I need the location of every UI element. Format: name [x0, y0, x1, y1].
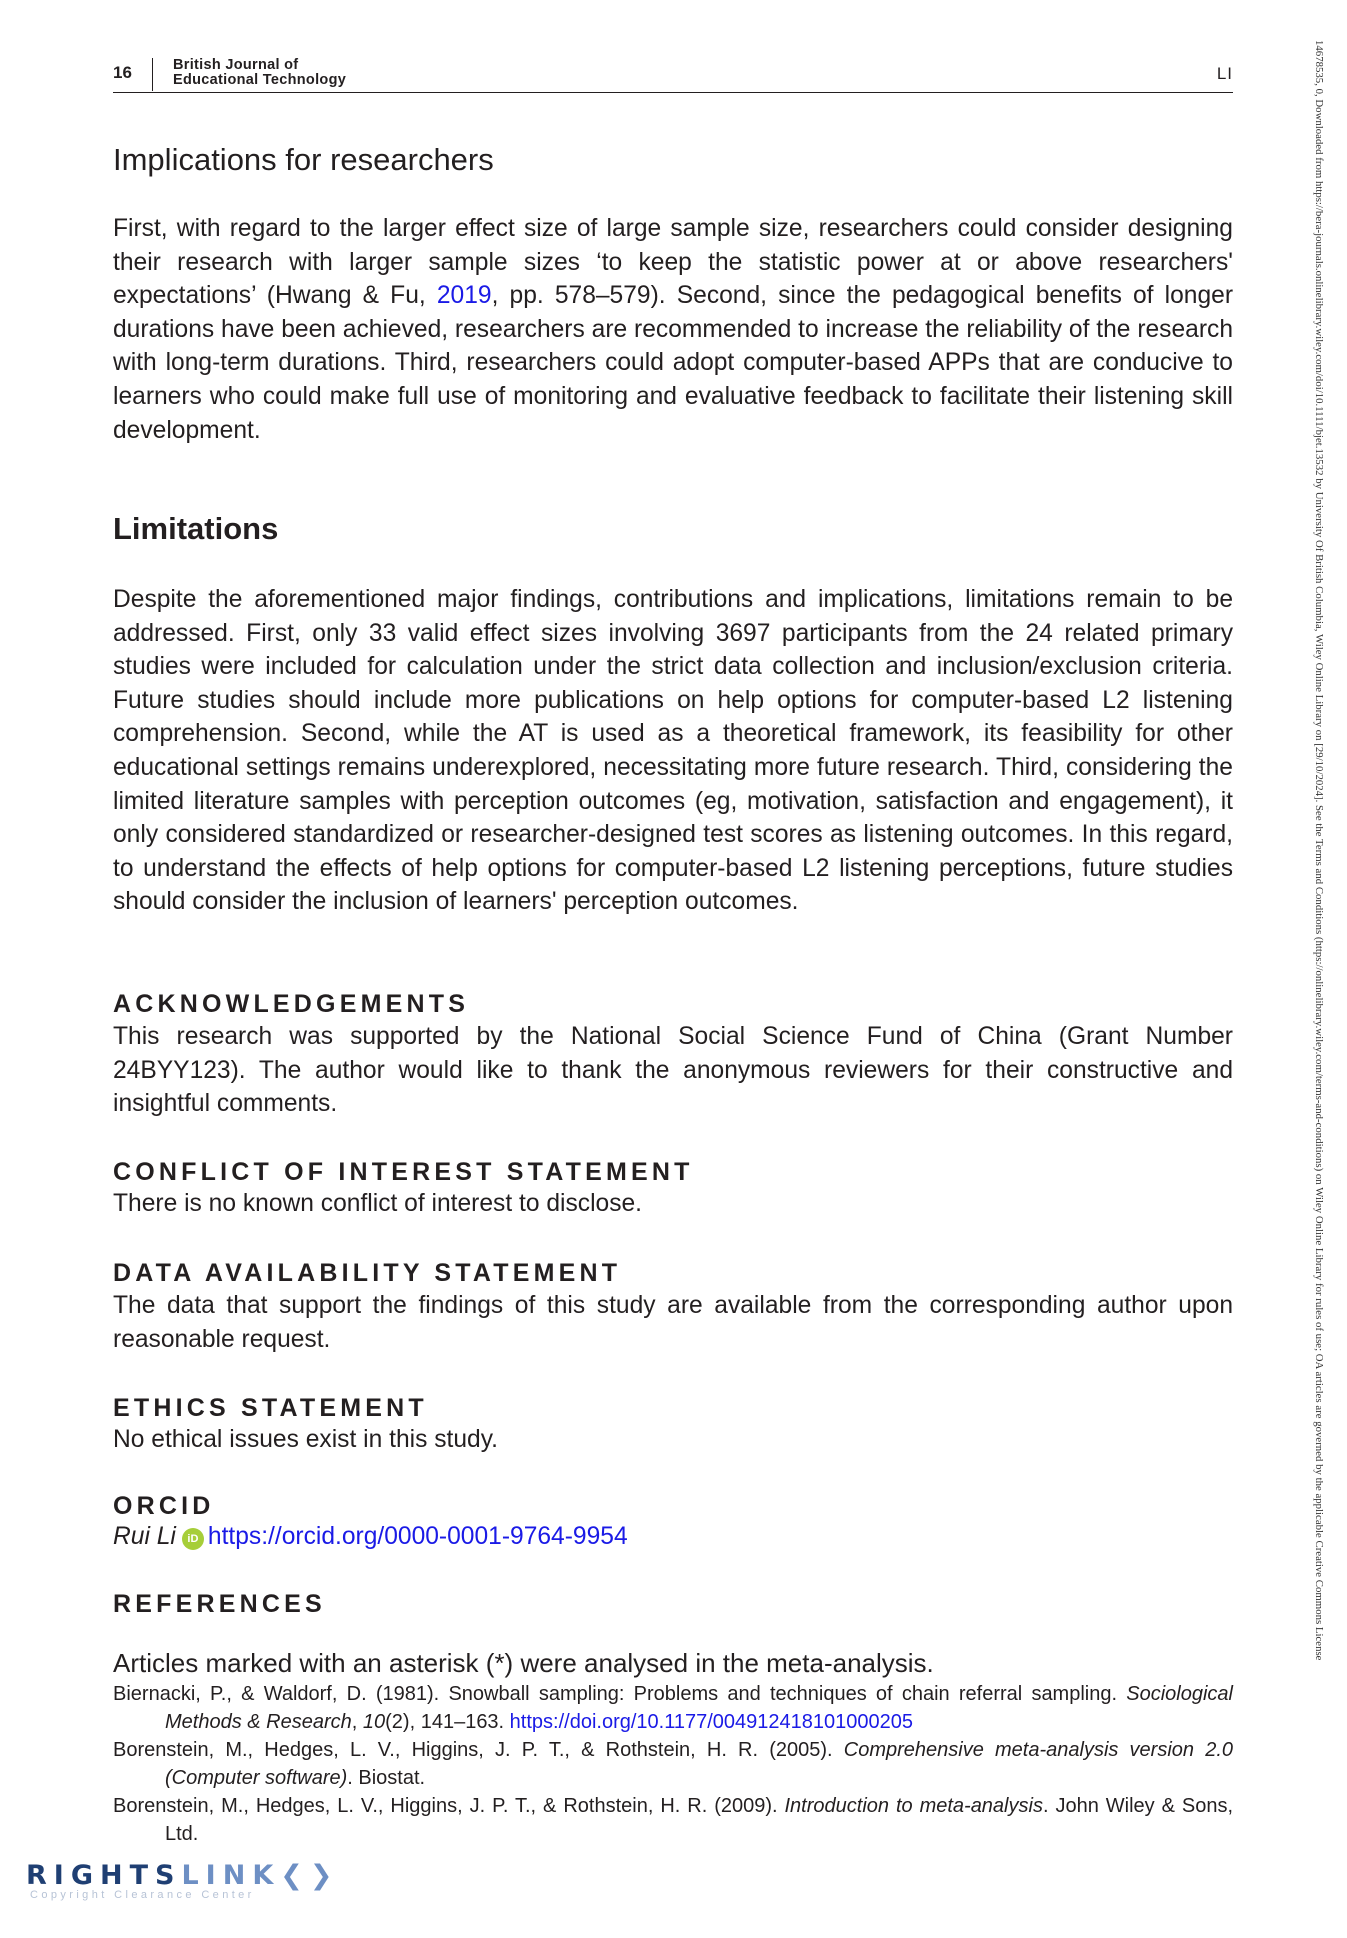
data-availability-text: The data that support the findings of this study are available from the corresponding author upon reasonable request.	[113, 1292, 1233, 1353]
acknowledgements-text: This research was supported by the National Social Science Fund of China (Grant Number 24BYY123). The author would like to thank the anonymous reviewers for their constructive and insightful comments.	[113, 1023, 1233, 1118]
conflict-text: There is no known conflict of interest to disclose.	[113, 1190, 643, 1217]
download-notice: 14678535, 0, Downloaded from https://bera-journals.onlinelibrary.wiley.com/doi/10.1111/bjet.13532 by University Of British Columbia, Wiley Online Library on [29/10/2024]. See the Terms and Conditions (https://onlinelibrary.wiley.com/terms-and-conditions) on Wiley Online Library for rules of use; OA articles are governed by the applicable Creative Commons License	[1313, 40, 1325, 1661]
limitations-heading: Limitations	[113, 511, 279, 546]
orcid-link[interactable]: https://orcid.org/0000-0001-9764-9954	[207, 1523, 628, 1550]
references-intro: Articles marked with an asterisk (*) were analysed in the meta-analysis.	[113, 1648, 934, 1678]
journal-name: British Journal of Educational Technology	[173, 57, 347, 88]
rightslink-subtitle: Copyright Clearance Center	[30, 1889, 255, 1901]
ethics-heading: ETHICS STATEMENT	[113, 1394, 428, 1422]
orcid-entry	[113, 1520, 628, 1554]
citation-link-2019[interactable]: 2019	[436, 282, 492, 310]
reference-list	[113, 1680, 1233, 1848]
references-heading: REFERENCES	[113, 1590, 326, 1618]
header-divider	[152, 58, 153, 91]
data-availability-heading: DATA AVAILABILITY STATEMENT	[113, 1259, 622, 1287]
limitations-paragraph: Despite the aforementioned major findings, contributions and implications, limitations remain to be addressed. First, only 33 valid effect sizes involving 3697 participants from the 24 related primary studies were included for calculation under the strict data collection and inclusion/exclusion criteria. Future studies should include more publications on help options for computer-based L2 listening comprehension. Second, while the AT is used as a theoretical framework, its feasibility for other educational settings remains underexplored, necessitating more future research. Third, considering the limited literature samples with perception outcomes (eg, motivation, satisfaction and engagement), it only considered standardized or researcher-designed test scores as listening outcomes. In this regard, to understand the effects of help options for computer-based L2 listening perceptions, future studies should consider the inclusion of learners' perception outcomes.	[113, 586, 1233, 916]
rightslink-chevron-icon: ❮❯	[280, 1860, 340, 1891]
implications-paragraph: First, with regard to the larger effect size of large sample size, researchers could consider designing their research with larger sample sizes ‘to keep the statistic power at or above researchers' expectations’ (Hwang & Fu, 2019, pp. 578–579). Second, since the pedagogical benefits of longer durations have been achieved, researchers are recommended to increase the reliability of the research with long-term durations. Third, researchers could adopt computer-based APPs that are conducive to learners who could make full use of monitoring and evaluative feedback to facilitate their listening skill development.	[113, 215, 1234, 444]
reference-item: Borenstein, M., Hedges, L. V., Higgins, J. P. T., & Rothstein, H. R. (2009). Introduction to meta-analysis. John Wiley & Sons, Ltd.	[113, 1795, 1233, 1845]
rightslink-logo	[26, 1860, 340, 1901]
running-head: LI	[1216, 64, 1233, 83]
orcid-heading: ORCID	[113, 1492, 215, 1520]
reference-doi-link[interactable]: https://doi.org/10.1177/004912418101000205	[509, 1711, 913, 1733]
author-name: Rui Li	[113, 1523, 176, 1550]
ethics-text: No ethical issues exist in this study.	[113, 1426, 499, 1453]
rightslink-wordmark: RIGHTSLINK❮❯	[26, 1860, 340, 1891]
acknowledgements-heading: ACKNOWLEDGEMENTS	[113, 990, 470, 1018]
reference-item: Biernacki, P., & Waldorf, D. (1981). Snowball sampling: Problems and techniques of chain referral sampling. Sociological Methods & Research, 10(2), 141–163. https://doi.org/10.1177/004912418101000205	[113, 1683, 1233, 1733]
page-number: 16	[113, 63, 132, 82]
page-header	[113, 56, 1233, 93]
orcid-icon[interactable]: iD	[182, 1528, 204, 1550]
conflict-heading: CONFLICT OF INTEREST STATEMENT	[113, 1158, 694, 1186]
reference-item: Borenstein, M., Hedges, L. V., Higgins, J. P. T., & Rothstein, H. R. (2005). Comprehensive meta-analysis version 2.0 (Computer software). Biostat.	[113, 1739, 1233, 1789]
implications-heading: Implications for researchers	[113, 142, 494, 177]
